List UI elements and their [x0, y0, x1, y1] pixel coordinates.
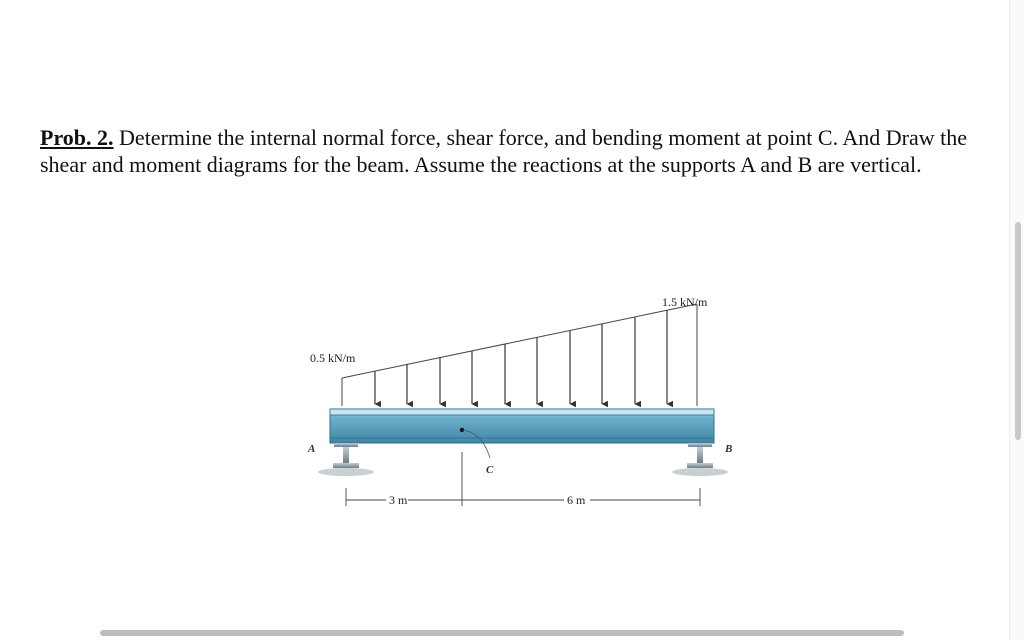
vertical-scrollbar[interactable]: [1015, 222, 1021, 440]
load-top-line: [342, 304, 697, 378]
load-left-label: 0.5 kN/m: [310, 351, 356, 365]
load-right-label: 1.5 kN/m: [662, 295, 708, 309]
dimension-cb-label: 6 m: [567, 493, 586, 507]
problem-text: Determine the internal normal force, shear force, and bending moment at point C. And Draw the shear and moment diagrams for the beam. Assume the reactions at the supports A and B are vertical.: [40, 125, 967, 177]
support-a: [318, 443, 374, 476]
load-arrows: [375, 310, 667, 404]
support-a-label: A: [308, 443, 316, 455]
beam: [330, 409, 714, 443]
beam-figure: [300, 280, 760, 520]
horizontal-scrollbar[interactable]: [100, 630, 904, 636]
dimension-ac-label: 3 m: [389, 493, 408, 507]
point-c-label: C: [486, 464, 494, 476]
support-b-label: B: [725, 443, 733, 455]
problem-label: Prob. 2.: [40, 125, 114, 150]
problem-statement: [40, 124, 990, 178]
support-b: [672, 443, 728, 476]
